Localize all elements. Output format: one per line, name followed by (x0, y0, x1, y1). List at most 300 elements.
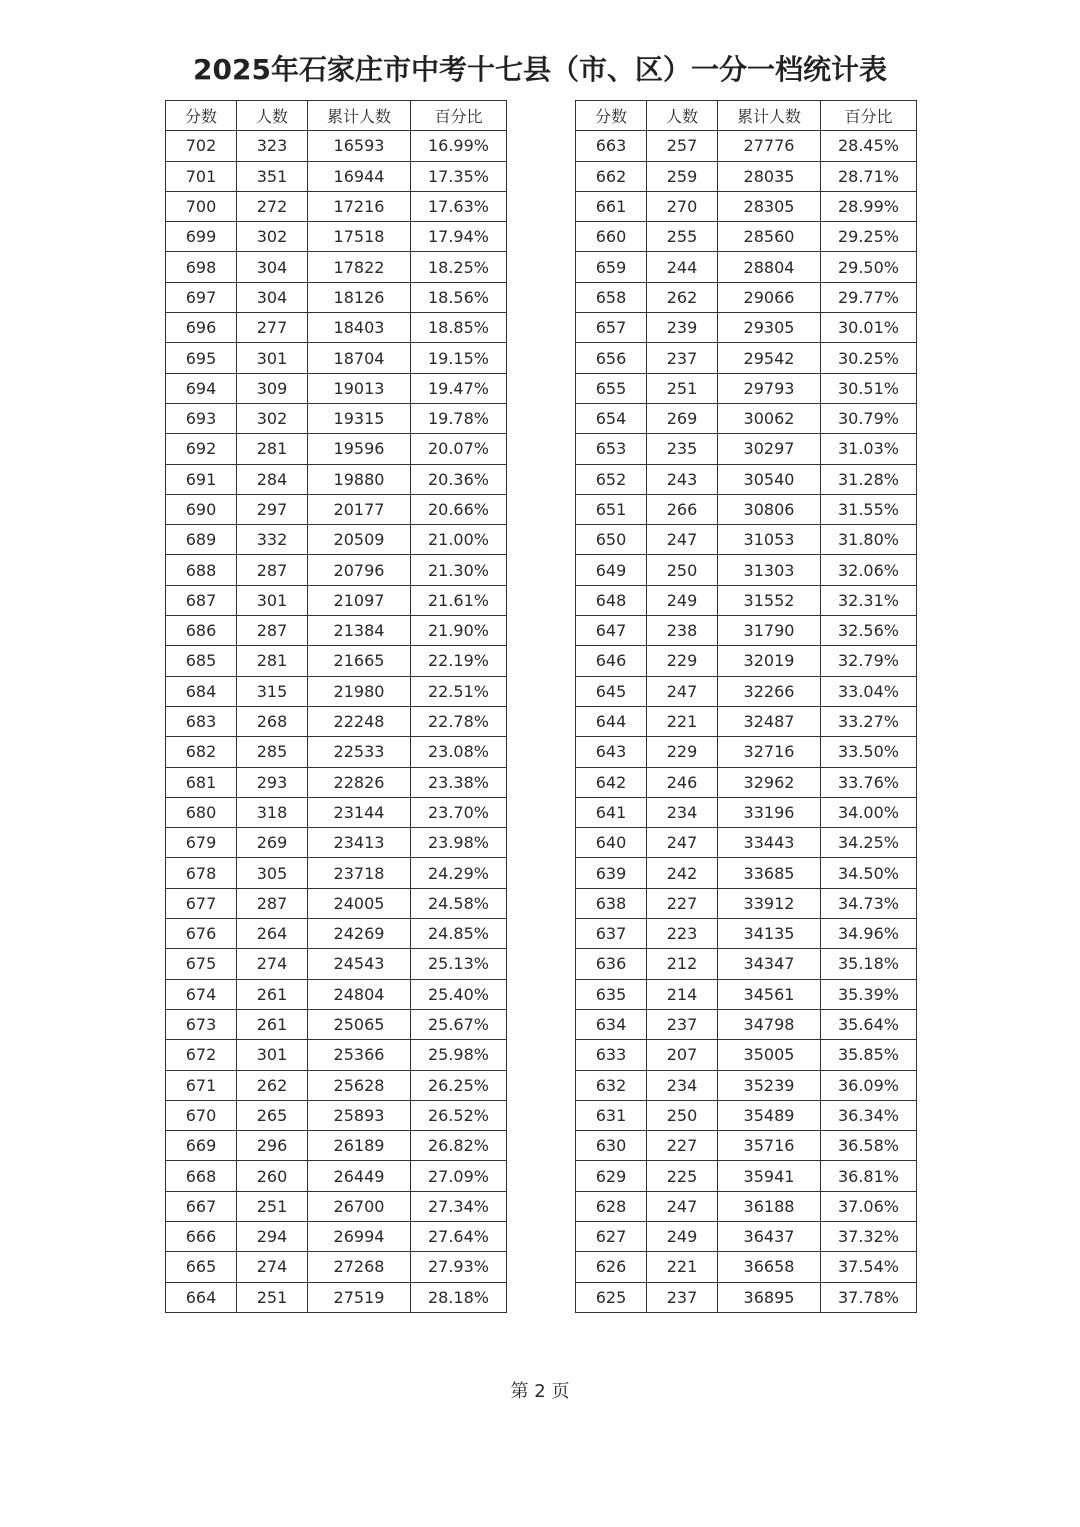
cell-count: 212 (647, 949, 718, 979)
table-row (576, 1070, 917, 1100)
cell-percentage: 22.78% (411, 706, 507, 736)
cell-cumulative: 18403 (308, 313, 411, 343)
table-row (576, 767, 917, 797)
cell-cumulative: 18704 (308, 343, 411, 373)
cell-count: 249 (647, 1221, 718, 1251)
cell-cumulative: 24543 (308, 949, 411, 979)
cell-score: 643 (576, 737, 647, 767)
table-row (166, 767, 507, 797)
cell-cumulative: 24005 (308, 888, 411, 918)
table-row (166, 1100, 507, 1130)
table-row (166, 555, 507, 585)
cell-score: 692 (166, 434, 237, 464)
cell-percentage: 34.25% (821, 828, 917, 858)
cell-score: 695 (166, 343, 237, 373)
table-row (166, 676, 507, 706)
cell-count: 227 (647, 888, 718, 918)
cell-count: 309 (237, 373, 308, 403)
table-row (166, 494, 507, 524)
cell-percentage: 31.55% (821, 494, 917, 524)
table-row (576, 1191, 917, 1221)
cell-score: 657 (576, 313, 647, 343)
cell-percentage: 36.34% (821, 1100, 917, 1130)
cell-score: 697 (166, 282, 237, 312)
cell-count: 315 (237, 676, 308, 706)
table-row (576, 161, 917, 191)
cell-cumulative: 25065 (308, 1009, 411, 1039)
cell-percentage: 27.93% (411, 1252, 507, 1282)
cell-score: 671 (166, 1070, 237, 1100)
table-row (576, 403, 917, 433)
cell-cumulative: 26189 (308, 1131, 411, 1161)
cell-score: 651 (576, 494, 647, 524)
cell-percentage: 25.13% (411, 949, 507, 979)
table-row (576, 1282, 917, 1312)
cell-percentage: 18.25% (411, 252, 507, 282)
cell-score: 638 (576, 888, 647, 918)
cell-score: 664 (166, 1282, 237, 1312)
table-header-row (166, 101, 507, 131)
cell-cumulative: 19315 (308, 403, 411, 433)
cell-cumulative: 36658 (718, 1252, 821, 1282)
cell-count: 262 (647, 282, 718, 312)
cell-score: 654 (576, 403, 647, 433)
cell-score: 665 (166, 1252, 237, 1282)
cell-cumulative: 18126 (308, 282, 411, 312)
cell-score: 631 (576, 1100, 647, 1130)
cell-percentage: 24.85% (411, 919, 507, 949)
cell-score: 688 (166, 555, 237, 585)
cell-percentage: 31.03% (821, 434, 917, 464)
cell-percentage: 17.94% (411, 222, 507, 252)
cell-cumulative: 21980 (308, 676, 411, 706)
cell-cumulative: 36895 (718, 1282, 821, 1312)
cell-count: 302 (237, 222, 308, 252)
cell-cumulative: 34798 (718, 1009, 821, 1039)
cell-score: 666 (166, 1221, 237, 1251)
cell-score: 653 (576, 434, 647, 464)
cell-score: 687 (166, 585, 237, 615)
cell-count: 247 (647, 676, 718, 706)
cell-count: 249 (647, 585, 718, 615)
cell-score: 644 (576, 706, 647, 736)
cell-count: 237 (647, 343, 718, 373)
cell-cumulative: 29542 (718, 343, 821, 373)
cell-cumulative: 27519 (308, 1282, 411, 1312)
cell-score: 634 (576, 1009, 647, 1039)
cell-score: 661 (576, 191, 647, 221)
cell-cumulative: 34347 (718, 949, 821, 979)
table-row (576, 979, 917, 1009)
table-row (166, 191, 507, 221)
cell-cumulative: 26994 (308, 1221, 411, 1251)
cell-score: 698 (166, 252, 237, 282)
cell-cumulative: 30806 (718, 494, 821, 524)
table-row (166, 949, 507, 979)
cell-count: 274 (237, 1252, 308, 1282)
cell-count: 207 (647, 1040, 718, 1070)
cell-count: 246 (647, 767, 718, 797)
cell-percentage: 22.51% (411, 676, 507, 706)
cell-count: 237 (647, 1009, 718, 1039)
cell-count: 294 (237, 1221, 308, 1251)
cell-cumulative: 16593 (308, 131, 411, 161)
cell-cumulative: 27776 (718, 131, 821, 161)
table-row (576, 676, 917, 706)
table-row (166, 1131, 507, 1161)
table-row (166, 1161, 507, 1191)
cell-count: 251 (237, 1282, 308, 1312)
cell-count: 227 (647, 1131, 718, 1161)
cell-count: 281 (237, 646, 308, 676)
cell-score: 696 (166, 313, 237, 343)
cell-cumulative: 32266 (718, 676, 821, 706)
cell-count: 262 (237, 1070, 308, 1100)
table-row (576, 464, 917, 494)
table-body-left (166, 131, 507, 1313)
cell-cumulative: 35005 (718, 1040, 821, 1070)
table-row (576, 585, 917, 615)
cell-score: 677 (166, 888, 237, 918)
score-table-right (575, 100, 917, 1313)
cell-score: 680 (166, 797, 237, 827)
cell-score: 690 (166, 494, 237, 524)
cell-count: 293 (237, 767, 308, 797)
table-row (166, 222, 507, 252)
cell-cumulative: 32962 (718, 767, 821, 797)
cell-cumulative: 30540 (718, 464, 821, 494)
cell-percentage: 21.90% (411, 616, 507, 646)
cell-count: 301 (237, 1040, 308, 1070)
cell-count: 247 (647, 828, 718, 858)
table-row (166, 737, 507, 767)
cell-percentage: 34.96% (821, 919, 917, 949)
cell-count: 243 (647, 464, 718, 494)
cell-cumulative: 17518 (308, 222, 411, 252)
cell-score: 678 (166, 858, 237, 888)
cell-count: 285 (237, 737, 308, 767)
cell-count: 268 (237, 706, 308, 736)
cell-score: 684 (166, 676, 237, 706)
table-row (166, 525, 507, 555)
cell-score: 683 (166, 706, 237, 736)
cell-score: 681 (166, 767, 237, 797)
cell-percentage: 29.77% (821, 282, 917, 312)
table-row (166, 1252, 507, 1282)
cell-cumulative: 26700 (308, 1191, 411, 1221)
cell-cumulative: 35716 (718, 1131, 821, 1161)
cell-percentage: 32.06% (821, 555, 917, 585)
cell-cumulative: 35489 (718, 1100, 821, 1130)
header-score: 分数 (166, 101, 237, 131)
page-number: 第 2 页 (510, 1381, 570, 1402)
cell-score: 632 (576, 1070, 647, 1100)
cell-cumulative: 25893 (308, 1100, 411, 1130)
table-row (166, 706, 507, 736)
cell-score: 682 (166, 737, 237, 767)
table-row (166, 646, 507, 676)
cell-score: 702 (166, 131, 237, 161)
cell-score: 667 (166, 1191, 237, 1221)
score-table-left (165, 100, 507, 1313)
cell-percentage: 18.85% (411, 313, 507, 343)
cell-cumulative: 20509 (308, 525, 411, 555)
cell-score: 633 (576, 1040, 647, 1070)
cell-cumulative: 24269 (308, 919, 411, 949)
cell-cumulative: 31790 (718, 616, 821, 646)
cell-score: 658 (576, 282, 647, 312)
cell-count: 251 (237, 1191, 308, 1221)
table-row (576, 525, 917, 555)
cell-score: 636 (576, 949, 647, 979)
header-cumulative: 累计人数 (718, 101, 821, 131)
cell-percentage: 17.35% (411, 161, 507, 191)
cell-cumulative: 25628 (308, 1070, 411, 1100)
table-row (576, 1221, 917, 1251)
cell-score: 686 (166, 616, 237, 646)
cell-cumulative: 19013 (308, 373, 411, 403)
cell-score: 691 (166, 464, 237, 494)
table-row (166, 131, 507, 161)
table-row (576, 1040, 917, 1070)
cell-cumulative: 28560 (718, 222, 821, 252)
table-row (576, 797, 917, 827)
cell-score: 645 (576, 676, 647, 706)
cell-score: 693 (166, 403, 237, 433)
table-row (576, 858, 917, 888)
cell-cumulative: 23718 (308, 858, 411, 888)
table-row (576, 1161, 917, 1191)
cell-percentage: 16.99% (411, 131, 507, 161)
cell-cumulative: 29305 (718, 313, 821, 343)
cell-score: 635 (576, 979, 647, 1009)
cell-cumulative: 31053 (718, 525, 821, 555)
cell-count: 229 (647, 737, 718, 767)
cell-cumulative: 34135 (718, 919, 821, 949)
cell-percentage: 29.25% (821, 222, 917, 252)
cell-percentage: 33.27% (821, 706, 917, 736)
header-score: 分数 (576, 101, 647, 131)
cell-percentage: 26.82% (411, 1131, 507, 1161)
cell-count: 287 (237, 888, 308, 918)
table-row (166, 979, 507, 1009)
page-title: 2025年石家庄市中考十七县（市、区）一分一档统计表 (193, 53, 887, 86)
cell-count: 242 (647, 858, 718, 888)
cell-percentage: 18.56% (411, 282, 507, 312)
cell-percentage: 33.04% (821, 676, 917, 706)
cell-score: 660 (576, 222, 647, 252)
cell-percentage: 32.31% (821, 585, 917, 615)
cell-count: 247 (647, 1191, 718, 1221)
cell-cumulative: 16944 (308, 161, 411, 191)
cell-percentage: 17.63% (411, 191, 507, 221)
cell-count: 301 (237, 585, 308, 615)
cell-percentage: 23.70% (411, 797, 507, 827)
cell-count: 351 (237, 161, 308, 191)
cell-score: 679 (166, 828, 237, 858)
header-cumulative: 累计人数 (308, 101, 411, 131)
cell-score: 672 (166, 1040, 237, 1070)
cell-cumulative: 36437 (718, 1221, 821, 1251)
table-row (166, 616, 507, 646)
cell-cumulative: 22248 (308, 706, 411, 736)
table-row (166, 373, 507, 403)
cell-cumulative: 36188 (718, 1191, 821, 1221)
table-row (166, 1221, 507, 1251)
table-row (576, 343, 917, 373)
cell-percentage: 30.79% (821, 403, 917, 433)
cell-percentage: 21.30% (411, 555, 507, 585)
cell-cumulative: 33685 (718, 858, 821, 888)
cell-percentage: 26.25% (411, 1070, 507, 1100)
cell-count: 297 (237, 494, 308, 524)
table-row (576, 313, 917, 343)
cell-percentage: 34.73% (821, 888, 917, 918)
cell-percentage: 19.15% (411, 343, 507, 373)
cell-count: 304 (237, 282, 308, 312)
cell-score: 676 (166, 919, 237, 949)
cell-count: 323 (237, 131, 308, 161)
cell-count: 284 (237, 464, 308, 494)
cell-count: 264 (237, 919, 308, 949)
cell-count: 223 (647, 919, 718, 949)
cell-percentage: 33.76% (821, 767, 917, 797)
cell-score: 675 (166, 949, 237, 979)
cell-score: 628 (576, 1191, 647, 1221)
cell-score: 655 (576, 373, 647, 403)
cell-percentage: 21.61% (411, 585, 507, 615)
cell-count: 225 (647, 1161, 718, 1191)
cell-cumulative: 34561 (718, 979, 821, 1009)
header-count: 人数 (237, 101, 308, 131)
cell-score: 649 (576, 555, 647, 585)
table-row (576, 373, 917, 403)
cell-count: 287 (237, 555, 308, 585)
cell-count: 296 (237, 1131, 308, 1161)
cell-percentage: 20.66% (411, 494, 507, 524)
cell-count: 304 (237, 252, 308, 282)
cell-count: 234 (647, 797, 718, 827)
cell-count: 301 (237, 343, 308, 373)
cell-score: 625 (576, 1282, 647, 1312)
cell-cumulative: 26449 (308, 1161, 411, 1191)
cell-cumulative: 32487 (718, 706, 821, 736)
cell-count: 266 (647, 494, 718, 524)
cell-cumulative: 20796 (308, 555, 411, 585)
cell-percentage: 24.58% (411, 888, 507, 918)
cell-cumulative: 27268 (308, 1252, 411, 1282)
cell-count: 261 (237, 979, 308, 1009)
cell-count: 238 (647, 616, 718, 646)
cell-count: 270 (647, 191, 718, 221)
cell-score: 699 (166, 222, 237, 252)
cell-count: 229 (647, 646, 718, 676)
cell-cumulative: 30062 (718, 403, 821, 433)
cell-percentage: 34.00% (821, 797, 917, 827)
cell-count: 302 (237, 403, 308, 433)
cell-percentage: 36.81% (821, 1161, 917, 1191)
cell-score: 663 (576, 131, 647, 161)
cell-count: 235 (647, 434, 718, 464)
cell-cumulative: 21665 (308, 646, 411, 676)
cell-score: 629 (576, 1161, 647, 1191)
cell-score: 670 (166, 1100, 237, 1130)
cell-cumulative: 35239 (718, 1070, 821, 1100)
cell-cumulative: 33912 (718, 888, 821, 918)
cell-cumulative: 19880 (308, 464, 411, 494)
cell-count: 274 (237, 949, 308, 979)
cell-score: 648 (576, 585, 647, 615)
cell-percentage: 20.07% (411, 434, 507, 464)
cell-count: 332 (237, 525, 308, 555)
cell-percentage: 35.39% (821, 979, 917, 1009)
table-row (576, 131, 917, 161)
table-row (576, 888, 917, 918)
cell-percentage: 31.28% (821, 464, 917, 494)
table-row (166, 252, 507, 282)
cell-percentage: 35.18% (821, 949, 917, 979)
table-row (576, 1009, 917, 1039)
cell-count: 269 (647, 403, 718, 433)
header-percentage: 百分比 (411, 101, 507, 131)
cell-percentage: 35.64% (821, 1009, 917, 1039)
cell-cumulative: 17822 (308, 252, 411, 282)
cell-percentage: 29.50% (821, 252, 917, 282)
cell-count: 318 (237, 797, 308, 827)
table-row (166, 282, 507, 312)
cell-count: 265 (237, 1100, 308, 1130)
cell-count: 272 (237, 191, 308, 221)
cell-cumulative: 28804 (718, 252, 821, 282)
cell-score: 637 (576, 919, 647, 949)
cell-count: 260 (237, 1161, 308, 1191)
cell-percentage: 37.78% (821, 1282, 917, 1312)
cell-percentage: 36.09% (821, 1070, 917, 1100)
cell-score: 668 (166, 1161, 237, 1191)
cell-score: 642 (576, 767, 647, 797)
cell-percentage: 25.40% (411, 979, 507, 1009)
table-row (576, 434, 917, 464)
cell-cumulative: 25366 (308, 1040, 411, 1070)
table-row (166, 858, 507, 888)
table-row (166, 797, 507, 827)
table-row (166, 828, 507, 858)
table-row (576, 282, 917, 312)
table-row (576, 252, 917, 282)
cell-percentage: 27.34% (411, 1191, 507, 1221)
cell-percentage: 21.00% (411, 525, 507, 555)
cell-count: 237 (647, 1282, 718, 1312)
table-row (576, 919, 917, 949)
cell-percentage: 22.19% (411, 646, 507, 676)
cell-percentage: 26.52% (411, 1100, 507, 1130)
cell-score: 673 (166, 1009, 237, 1039)
cell-percentage: 37.06% (821, 1191, 917, 1221)
cell-cumulative: 32019 (718, 646, 821, 676)
cell-cumulative: 28035 (718, 161, 821, 191)
cell-count: 214 (647, 979, 718, 1009)
table-row (166, 919, 507, 949)
table-row (576, 222, 917, 252)
table-row (166, 1009, 507, 1039)
cell-score: 662 (576, 161, 647, 191)
cell-percentage: 37.54% (821, 1252, 917, 1282)
table-body-right (576, 131, 917, 1313)
cell-cumulative: 22826 (308, 767, 411, 797)
cell-count: 259 (647, 161, 718, 191)
cell-percentage: 27.09% (411, 1161, 507, 1191)
table-row (576, 494, 917, 524)
